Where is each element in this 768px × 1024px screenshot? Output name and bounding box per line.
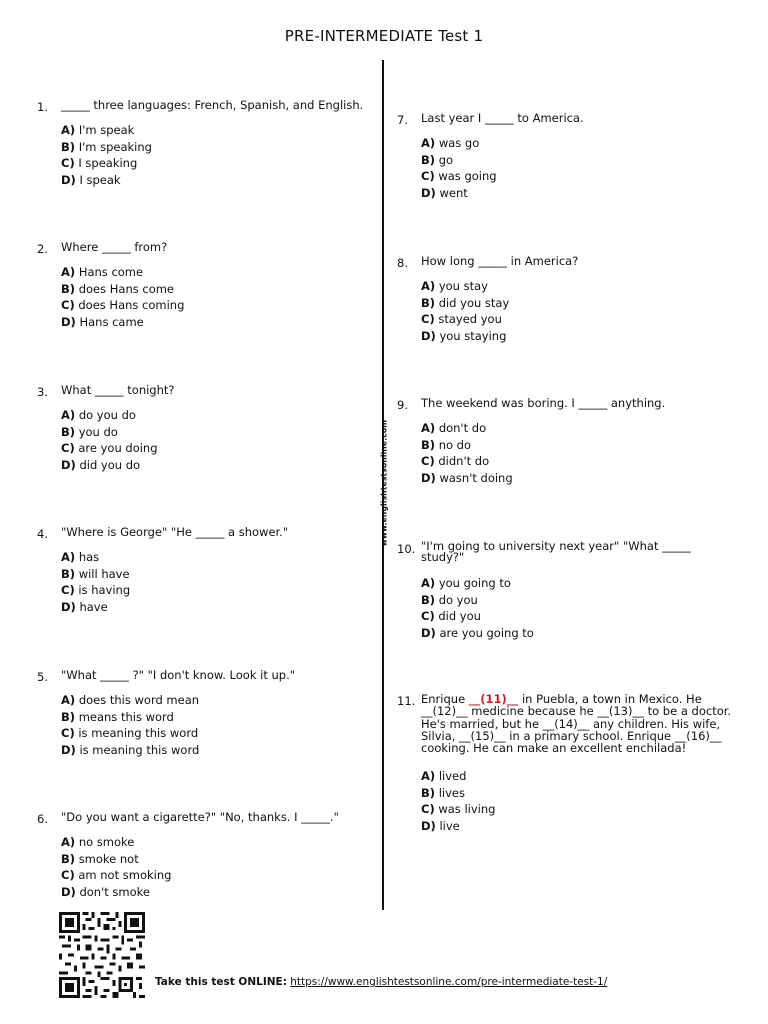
option-c[interactable]: C) did you — [421, 609, 481, 623]
option-b[interactable]: B) will have — [61, 566, 130, 581]
option-list — [61, 266, 184, 332]
option-b[interactable]: B) go — [421, 152, 454, 167]
question-number: 10. — [397, 542, 416, 556]
option-list — [61, 551, 130, 617]
option-list — [61, 836, 171, 902]
question-stem-line1: "I'm going to university next year" "What _____ — [421, 539, 691, 553]
footer-label: Take this test ONLINE: — [155, 976, 287, 988]
option-b[interactable]: B) I'm speaking — [61, 139, 152, 154]
option-list — [61, 694, 199, 760]
option-a[interactable]: A) lived — [421, 769, 467, 783]
option-d[interactable]: D) is meaning this word — [61, 742, 200, 757]
question-number: 2. — [37, 242, 48, 256]
question-stem: "What _____ ?" "I don't know. Look it up." — [61, 668, 296, 682]
stem-text-post: in Puebla, a town in Mexico. He __(12)__ medicine because he __(13)__ to be a doctor. He's married, but he __(14)__ any children. His wife, Silvia, __(15)__ in a primary school. Enrique __(16)__ cooking. He can make an excellent enchilada! — [421, 692, 732, 756]
question-number: 9. — [397, 398, 408, 412]
option-b[interactable]: B) lives — [421, 785, 465, 800]
option-d[interactable]: D) don't smoke — [61, 884, 150, 899]
option-b[interactable]: B) does Hans come — [61, 281, 175, 296]
option-a[interactable]: A) no smoke — [61, 835, 135, 849]
option-d[interactable]: D) live — [421, 818, 460, 833]
option-c[interactable]: C) stayed you — [421, 312, 502, 326]
question-stem: _____ three languages: French, Spanish, and English. — [61, 98, 364, 112]
question-stem: What _____ tonight? — [61, 383, 175, 397]
option-a[interactable]: A) don't do — [421, 421, 487, 435]
option-c[interactable]: C) am not smoking — [61, 868, 172, 882]
question-stem — [421, 541, 691, 563]
option-list — [421, 280, 509, 346]
option-b[interactable]: B) means this word — [61, 709, 174, 724]
option-d[interactable]: D) did you do — [61, 457, 141, 472]
question-number: 5. — [37, 670, 48, 684]
question-stem — [421, 693, 746, 754]
question-stem-line2: study?" — [421, 550, 465, 564]
page-title: PRE-INTERMEDIATE Test 1 — [284, 27, 484, 45]
question-stem: "Do you want a cigarette?" "No, thanks. I _____." — [61, 810, 339, 824]
option-list — [421, 770, 495, 836]
highlighted-blank: __(11)__ — [468, 692, 519, 706]
option-d[interactable]: D) wasn't doing — [421, 470, 513, 485]
footer-link[interactable]: https://www.englishtestsonline.com/pre-intermediate-test-1/ — [290, 976, 608, 988]
question-stem: How long _____ in America? — [421, 254, 579, 268]
option-list — [421, 577, 534, 643]
option-list — [421, 422, 513, 488]
question-stem: Where _____ from? — [61, 240, 168, 254]
option-a[interactable]: A) you going to — [421, 576, 511, 590]
option-c[interactable]: C) I speaking — [61, 156, 138, 170]
option-b[interactable]: B) smoke not — [61, 851, 139, 866]
option-c[interactable]: C) are you doing — [61, 441, 158, 455]
option-a[interactable]: A) Hans come — [61, 265, 144, 279]
question-number: 1. — [37, 100, 48, 114]
option-a[interactable]: A) was go — [421, 136, 480, 150]
option-a[interactable]: A) you stay — [421, 279, 488, 293]
option-d[interactable]: D) have — [61, 599, 108, 614]
stem-text-pre: Enrique — [421, 692, 469, 706]
option-c[interactable]: C) is having — [61, 583, 131, 597]
option-d[interactable]: D) Hans came — [61, 314, 144, 329]
question-number: 4. — [37, 527, 48, 541]
question-stem: Last year I _____ to America. — [421, 111, 584, 125]
option-c[interactable]: C) does Hans coming — [61, 298, 185, 312]
option-c[interactable]: C) didn't do — [421, 454, 490, 468]
question-number: 11. — [397, 694, 416, 708]
option-list — [61, 124, 152, 190]
question-number: 8. — [397, 256, 408, 270]
option-b[interactable]: B) you do — [61, 424, 118, 439]
option-d[interactable]: D) went — [421, 185, 468, 200]
option-a[interactable]: A) has — [61, 550, 100, 564]
option-list — [61, 409, 158, 475]
question-number: 3. — [37, 385, 48, 399]
option-a[interactable]: A) does this word mean — [61, 693, 200, 707]
option-d[interactable]: D) I speak — [61, 172, 121, 187]
option-b[interactable]: B) no do — [421, 437, 472, 452]
question-stem: The weekend was boring. I _____ anything. — [421, 396, 666, 410]
option-a[interactable]: A) I'm speak — [61, 123, 135, 137]
option-list — [421, 137, 497, 203]
qr-code-icon[interactable] — [58, 912, 146, 998]
option-a[interactable]: A) do you do — [61, 408, 136, 422]
question-number: 7. — [397, 113, 408, 127]
option-c[interactable]: C) is meaning this word — [61, 726, 199, 740]
option-b[interactable]: B) did you stay — [421, 295, 510, 310]
question-stem: "Where is George" "He _____ a shower." — [61, 525, 289, 539]
option-d[interactable]: D) you staying — [421, 328, 507, 343]
question-number: 6. — [37, 812, 48, 826]
side-watermark-url: www.englishtestsonline.com — [379, 419, 389, 547]
option-c[interactable]: C) was living — [421, 802, 496, 816]
option-c[interactable]: C) was going — [421, 169, 497, 183]
footer — [155, 976, 607, 988]
option-b[interactable]: B) do you — [421, 592, 478, 607]
option-d[interactable]: D) are you going to — [421, 625, 534, 640]
